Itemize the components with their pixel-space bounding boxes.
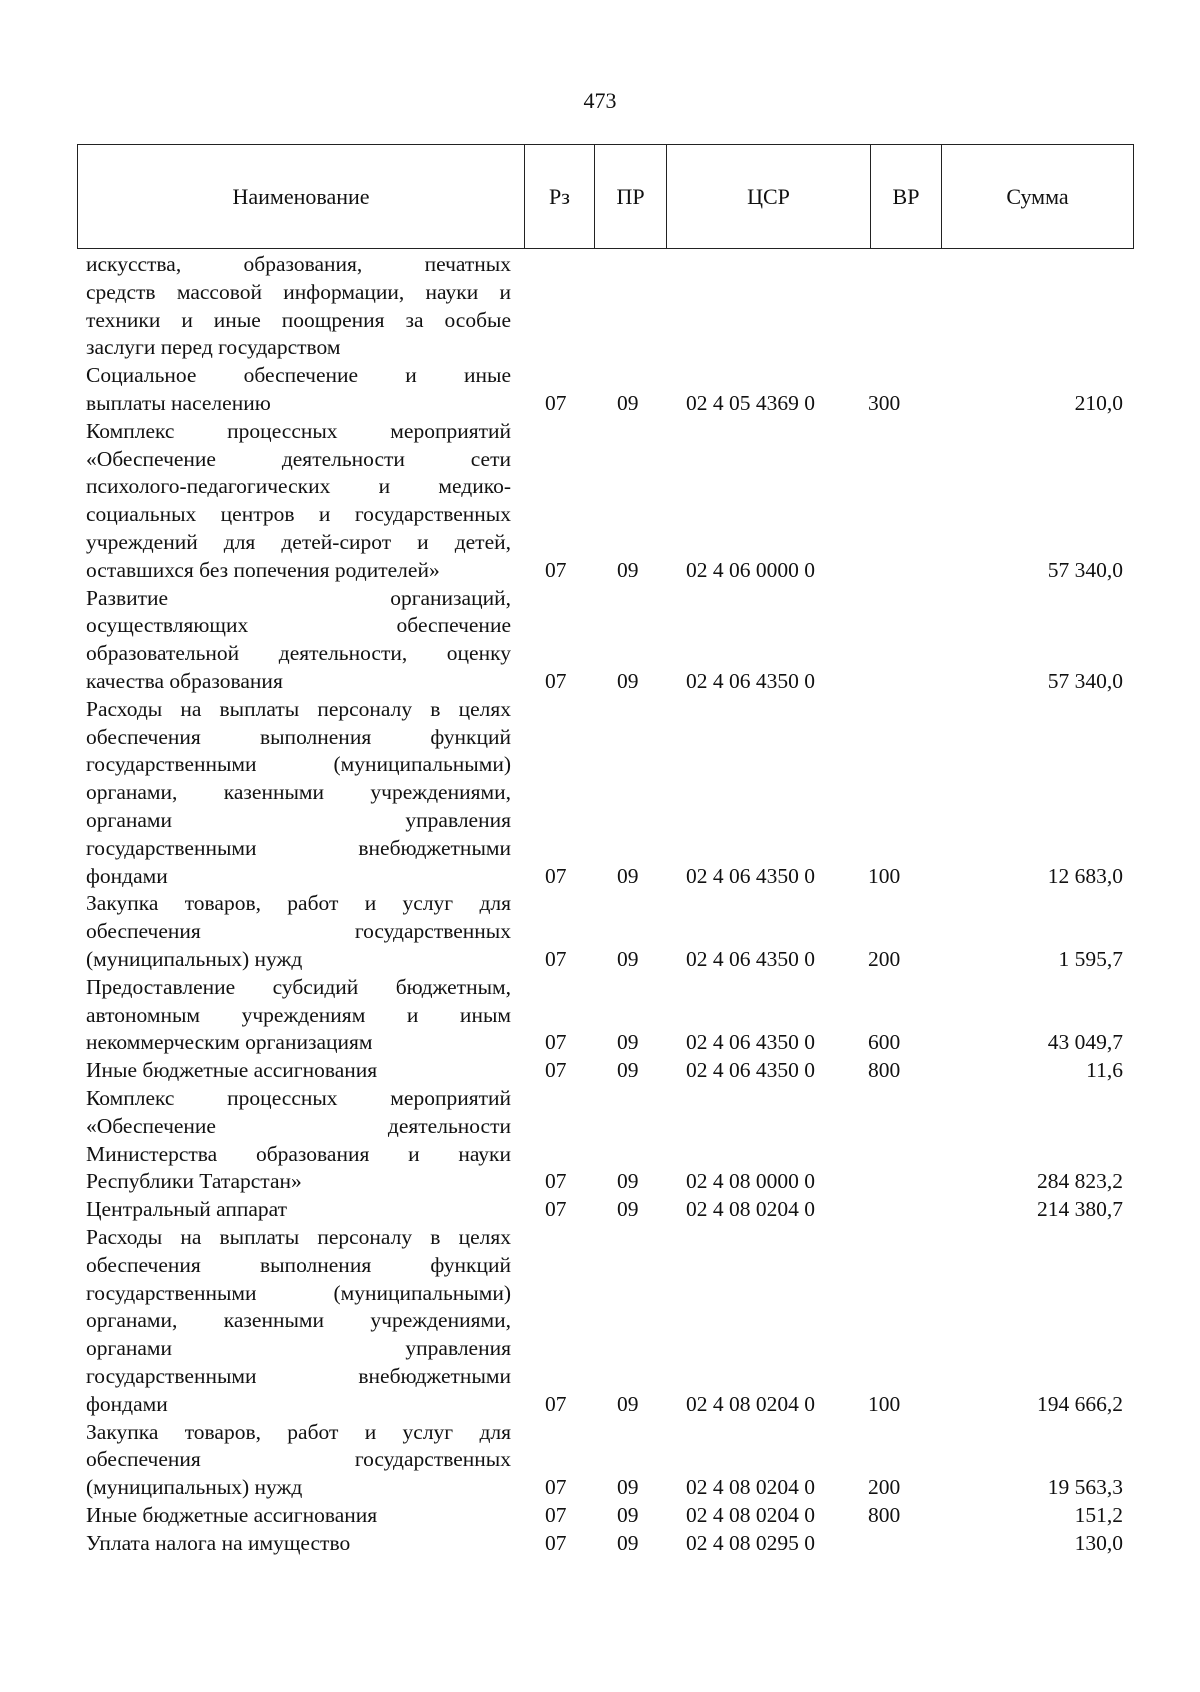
row-sum: 151,2 bbox=[1074, 1503, 1123, 1527]
row-name-line: «Обеспечение деятельности bbox=[86, 1113, 511, 1138]
row-pr: 09 bbox=[617, 863, 639, 888]
column-header-vr: ВР bbox=[871, 145, 942, 248]
row-name-line: органами управления bbox=[86, 807, 511, 832]
row-name-line: обеспечения выполнения функций bbox=[86, 724, 511, 749]
row-sum: 12 683,0 bbox=[1047, 863, 1123, 888]
row-name-line: Комплекс процессных мероприятий bbox=[86, 418, 511, 443]
row-sum: 1 595,7 bbox=[1058, 946, 1123, 971]
row-name bbox=[86, 251, 511, 362]
row-vr: 300 bbox=[868, 390, 901, 415]
row-csr: 02 4 06 4350 0 bbox=[686, 1030, 815, 1055]
row-rz: 07 bbox=[545, 1391, 567, 1416]
row-name-line: (муниципальных) нужд bbox=[86, 1475, 303, 1500]
page-number: 473 bbox=[583, 88, 617, 113]
column-header-pr: ПР bbox=[595, 145, 667, 248]
row-name-line: обеспечения государственных bbox=[86, 919, 511, 944]
row-name-line: обеспечения выполнения функций bbox=[86, 1252, 511, 1277]
row-vr: 600 bbox=[868, 1030, 901, 1055]
row-vr: 100 bbox=[868, 1391, 901, 1416]
row-rz: 07 bbox=[545, 1169, 567, 1194]
row-name bbox=[86, 1530, 511, 1558]
row-name bbox=[86, 974, 511, 1057]
row-csr: 02 4 08 0204 0 bbox=[686, 1197, 815, 1222]
column-header-sum: Сумма bbox=[1006, 183, 1069, 209]
row-name-line: органами, казенными учреждениями, bbox=[86, 1308, 511, 1333]
row-sum: 57 340,0 bbox=[1047, 668, 1123, 693]
row-vr: 200 bbox=[868, 1475, 901, 1500]
row-pr: 09 bbox=[617, 1530, 639, 1555]
row-vr: 100 bbox=[868, 863, 901, 888]
row-name-line: (муниципальных) нужд bbox=[86, 946, 303, 971]
row-name-line: органами управления bbox=[86, 1336, 511, 1361]
row-sum: 130,0 bbox=[1074, 1530, 1123, 1555]
row-csr: 02 4 08 0295 0 bbox=[686, 1530, 815, 1555]
column-header-csr: ЦСР bbox=[667, 145, 871, 248]
row-name-line: автономным учреждениям и иным bbox=[86, 1002, 511, 1027]
row-name-line: фондами bbox=[86, 863, 168, 888]
row-name-line: Социальное обеспечение и иные bbox=[86, 363, 511, 388]
row-sum: 284 823,2 bbox=[1037, 1169, 1123, 1194]
row-pr: 09 bbox=[617, 1197, 639, 1222]
row-sum: 194 666,2 bbox=[1037, 1391, 1123, 1416]
row-name-line: психолого-педагогических и медико- bbox=[86, 474, 511, 499]
row-pr: 09 bbox=[617, 668, 639, 693]
row-name-line: оставшихся без попечения родителей» bbox=[86, 557, 440, 582]
row-name-line: Расходы на выплаты персоналу в целях bbox=[86, 1225, 511, 1249]
row-pr: 09 bbox=[617, 946, 639, 971]
row-name-line: средств массовой информации, науки и bbox=[86, 279, 511, 304]
row-sum: 214 380,7 bbox=[1037, 1197, 1123, 1222]
table-header bbox=[77, 144, 1134, 249]
row-name-line: государственными внебюджетными bbox=[86, 835, 511, 860]
column-header-rz: Рз bbox=[525, 145, 595, 248]
row-csr: 02 4 06 0000 0 bbox=[686, 557, 815, 582]
row-pr: 09 bbox=[617, 1030, 639, 1055]
row-name-line: заслуги перед государством bbox=[86, 335, 341, 360]
row-name-line: Развитие организаций, bbox=[86, 585, 511, 610]
row-sum: 210,0 bbox=[1074, 390, 1123, 415]
row-pr: 09 bbox=[617, 1475, 639, 1500]
row-csr: 02 4 06 4350 0 bbox=[686, 1058, 815, 1083]
row-name-line: Министерства образования и науки bbox=[86, 1141, 511, 1166]
row-csr: 02 4 06 4350 0 bbox=[686, 946, 815, 971]
row-vr: 800 bbox=[868, 1503, 901, 1527]
row-rz: 07 bbox=[545, 1058, 567, 1083]
row-name-line: Республики Татарстан» bbox=[86, 1169, 302, 1194]
row-rz: 07 bbox=[545, 1503, 567, 1527]
row-name bbox=[86, 1419, 511, 1502]
row-sum: 11,6 bbox=[1086, 1058, 1123, 1083]
row-name-line: «Обеспечение деятельности сети bbox=[86, 446, 511, 471]
row-name-line: учреждений для детей-сирот и детей, bbox=[86, 529, 511, 554]
row-rz: 07 bbox=[545, 863, 567, 888]
row-name bbox=[86, 1085, 511, 1196]
row-csr: 02 4 08 0204 0 bbox=[686, 1475, 815, 1500]
row-csr: 02 4 08 0204 0 bbox=[686, 1503, 815, 1527]
row-sum: 57 340,0 bbox=[1047, 557, 1123, 582]
row-name-line: выплаты населению bbox=[86, 390, 271, 415]
row-name-line: Предоставление субсидий бюджетным, bbox=[86, 974, 511, 999]
row-name bbox=[86, 362, 511, 418]
row-name-line: обеспечения государственных bbox=[86, 1447, 511, 1472]
row-name-line: Центральный аппарат bbox=[86, 1197, 288, 1222]
row-name-line: Комплекс процессных мероприятий bbox=[86, 1086, 511, 1110]
row-name-line: Закупка товаров, работ и услуг для bbox=[86, 1419, 511, 1444]
row-name-line: государственными (муниципальными) bbox=[86, 752, 511, 777]
row-pr: 09 bbox=[617, 1391, 639, 1416]
row-pr: 09 bbox=[617, 557, 639, 582]
row-pr: 09 bbox=[617, 390, 639, 415]
row-name-line: некоммерческим организациям bbox=[86, 1030, 373, 1055]
row-csr: 02 4 08 0000 0 bbox=[686, 1169, 815, 1194]
row-name-line: социальных центров и государственных bbox=[86, 502, 511, 527]
row-name-line: образовательной деятельности, оценку bbox=[86, 641, 511, 666]
row-name bbox=[86, 1224, 511, 1419]
row-rz: 07 bbox=[545, 1475, 567, 1500]
row-csr: 02 4 05 4369 0 bbox=[686, 390, 815, 415]
row-name-line: Иные бюджетные ассигнования bbox=[86, 1058, 378, 1083]
row-name-line: техники и иные поощрения за особые bbox=[86, 307, 511, 332]
row-csr: 02 4 06 4350 0 bbox=[686, 863, 815, 888]
row-vr: 200 bbox=[868, 946, 901, 971]
row-pr: 09 bbox=[617, 1058, 639, 1083]
row-rz: 07 bbox=[545, 1197, 567, 1222]
row-csr: 02 4 06 4350 0 bbox=[686, 668, 815, 693]
row-name-line: фондами bbox=[86, 1391, 168, 1416]
row-rz: 07 bbox=[545, 1530, 567, 1555]
row-name bbox=[86, 890, 511, 973]
row-name bbox=[86, 1196, 511, 1224]
row-name-line: качества образования bbox=[86, 668, 283, 693]
row-pr: 09 bbox=[617, 1503, 639, 1527]
row-name-line: искусства, образования, печатных bbox=[86, 252, 511, 276]
row-name bbox=[86, 418, 511, 585]
row-name-line: Закупка товаров, работ и услуг для bbox=[86, 891, 511, 916]
row-name-line: Расходы на выплаты персоналу в целях bbox=[86, 696, 511, 721]
row-rz: 07 bbox=[545, 390, 567, 415]
row-name-line: Уплата налога на имущество bbox=[86, 1530, 351, 1555]
row-name bbox=[86, 696, 511, 891]
row-rz: 07 bbox=[545, 668, 567, 693]
row-csr: 02 4 08 0204 0 bbox=[686, 1391, 815, 1416]
row-rz: 07 bbox=[545, 1030, 567, 1055]
row-name bbox=[86, 1057, 511, 1085]
row-pr: 09 bbox=[617, 1169, 639, 1194]
row-rz: 07 bbox=[545, 557, 567, 582]
column-header-name: Наименование bbox=[78, 145, 525, 248]
row-rz: 07 bbox=[545, 946, 567, 971]
row-vr: 800 bbox=[868, 1058, 901, 1083]
row-name bbox=[86, 1502, 511, 1530]
row-name-line: государственными внебюджетными bbox=[86, 1363, 511, 1388]
row-name bbox=[86, 585, 511, 696]
row-name-line: органами, казенными учреждениями, bbox=[86, 780, 511, 805]
row-name-line: государственными (муниципальными) bbox=[86, 1280, 511, 1305]
row-sum: 43 049,7 bbox=[1047, 1030, 1123, 1055]
row-sum: 19 563,3 bbox=[1047, 1475, 1123, 1500]
row-name-line: осуществляющих обеспечение bbox=[86, 613, 511, 638]
row-name-line: Иные бюджетные ассигнования bbox=[86, 1503, 378, 1527]
